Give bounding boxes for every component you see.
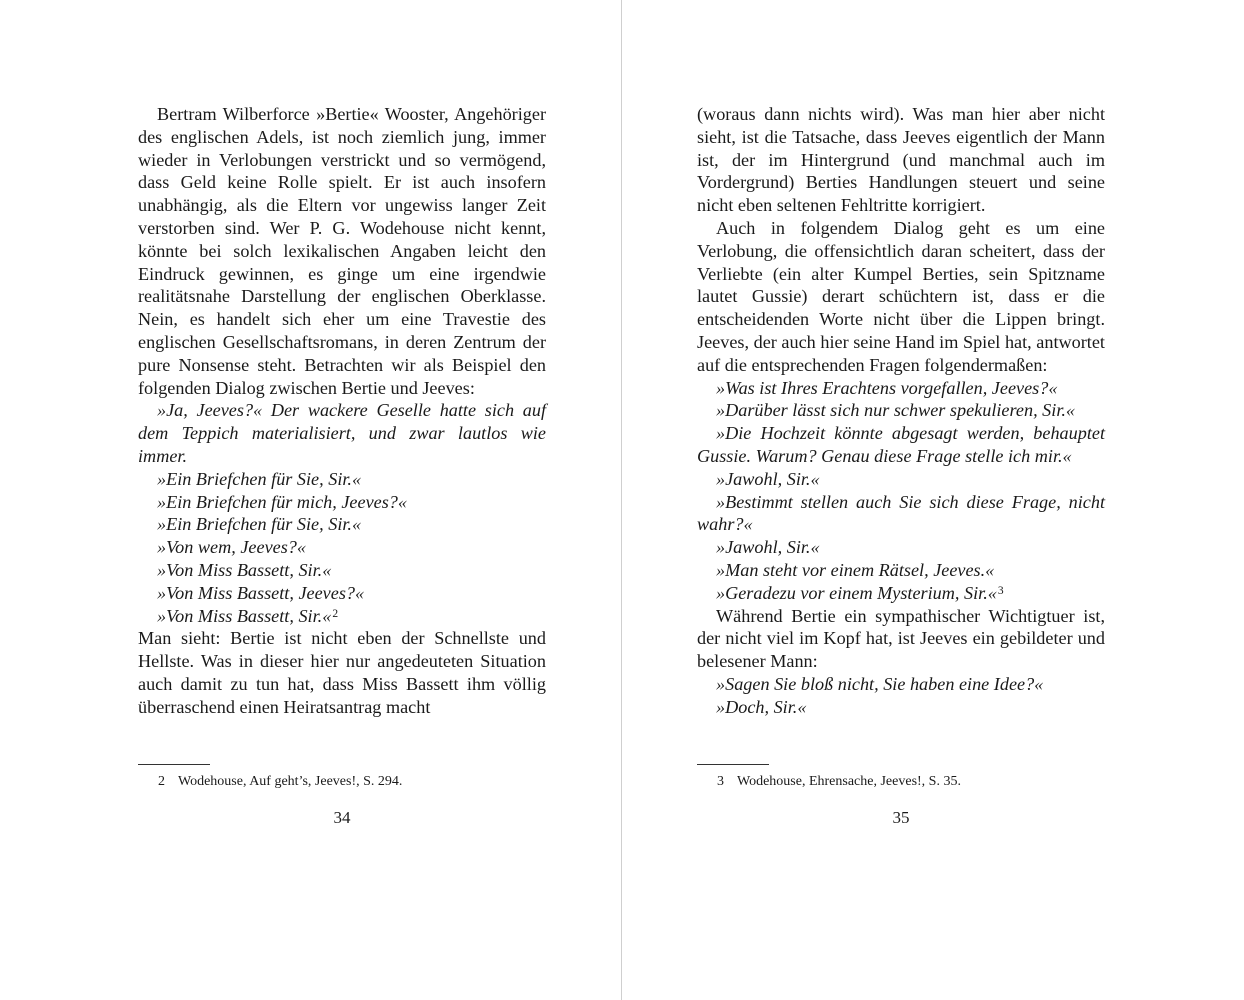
dialog-text: »Von Miss Bassett, Sir.«	[157, 605, 332, 626]
footnote	[158, 773, 548, 791]
dialog-line: »Ja, Jeeves?« Der wackere Geselle hatte sich auf dem Teppich materialisiert, und zwar lautlos wie immer.	[138, 400, 546, 466]
dialog-line: »Was ist Ihres Erachtens vorgefallen, Jeeves?«	[716, 377, 1058, 398]
dialog-line-with-footnote	[697, 582, 1105, 605]
footnote-text: Wodehouse, Ehrensache, Jeeves!, S. 35.	[737, 774, 961, 789]
page-number: 35	[892, 808, 910, 827]
intro-paragraph: Bertram Wilberforce »Bertie« Wooster, Angehöriger des englischen Adels, ist noch ziemlich jung, immer wieder in Verlobungen verstrickt und so vermögend, dass Geld keine Rolle spielt. Er ist auch insofern unabhängig, als die Eltern vor ungewiss langer Zeit verstorben sind. Wer P. G. Wodehouse nicht kennt, könnte bei solch lexikalischen Angaben leicht den Eindruck gewinnen, es ginge um eine irgendwie realitätsnahe Darstellung der englischen Oberklasse. Nein, es handelt sich eher um eine Travestie des englischen Gesellschaftsromans, in deren Zentrum der pure Nonsense steht. Betrachten wir als Beispiel den folgenden Dialog zwischen Bertie und Jeeves:	[138, 104, 546, 398]
footnote-text: Wodehouse, Auf geht’s, Jeeves!, S. 294.	[178, 774, 403, 789]
closing-paragraph: Man sieht: Bertie ist nicht eben der Schnellste und Hellste. Was in dieser hier nur angedeuteten Situation auch damit zu tun hat, dass Miss Bassett ihm völlig überraschend einen Heiratsantrag macht	[138, 628, 546, 717]
footnote-reference[interactable]: 3	[997, 584, 1004, 597]
dialog-line: »Sagen Sie bloß nicht, Sie haben eine Idee?«	[716, 673, 1044, 694]
dialog-line: »Von wem, Jeeves?«	[157, 537, 306, 558]
dialog-line: »Man steht vor einem Rätsel, Jeeves.«	[716, 559, 995, 580]
dialog-line-with-footnote	[138, 605, 546, 628]
page-number: 34	[333, 808, 351, 827]
body-paragraph: Während Bertie ein sympathischer Wichtigtuer ist, der nicht viel im Kopf hat, ist Jeeves ein gebildeter und belesener Mann:	[697, 605, 1105, 672]
footnote	[717, 773, 1107, 791]
dialog-line: »Jawohl, Sir.«	[716, 468, 820, 489]
dialog-line: »Die Hochzeit könnte abgesagt werden, behauptet Gussie. Warum? Genau diese Frage stelle ich mir.«	[697, 423, 1105, 466]
dialog-line: »Ein Briefchen für mich, Jeeves?«	[157, 491, 407, 512]
footnote-number: 3	[717, 774, 724, 789]
dialog-line: »Darüber lässt sich nur schwer spekulieren, Sir.«	[716, 400, 1076, 421]
footnote-number: 2	[158, 774, 165, 789]
footnote-rule	[138, 764, 210, 765]
body-paragraph: Auch in folgendem Dialog geht es um eine Verlobung, die offensichtlich daran scheitert, dass der Verliebte (ein alter Kumpel Berties, sein Spitzname lautet Gussie) derart schüchtern ist, dass er die entscheidenden Worte nicht über die Lippen bringt. Jeeves, der auch hier seine Hand im Spiel hat, antwortet auf die entsprechenden Fragen folgendermaßen:	[697, 217, 1105, 375]
footnote-rule	[697, 764, 769, 765]
left-page-body	[138, 103, 546, 719]
dialog-line: »Bestimmt stellen auch Sie sich diese Frage, nicht wahr?«	[697, 491, 1105, 535]
book-gutter	[621, 0, 622, 1000]
continuation-paragraph: (woraus dann nichts wird). Was man hier aber nicht sieht, ist die Tatsache, dass Jeeves eigentlich der Mann ist, der im Hintergrund (und manchmal auch im Vordergrund) Berties Handlungen steuert und seine nicht eben seltenen Fehltritte korrigiert.	[697, 104, 1105, 216]
dialog-line: »Ein Briefchen für Sie, Sir.«	[157, 468, 362, 489]
dialog-line: »Jawohl, Sir.«	[716, 537, 820, 558]
dialog-line: »Ein Briefchen für Sie, Sir.«	[157, 514, 362, 535]
left-page	[138, 103, 546, 827]
dialog-text: »Geradezu vor einem Mysterium, Sir.«	[716, 582, 997, 603]
dialog-line: »Doch, Sir.«	[716, 696, 807, 717]
dialog-line: »Von Miss Bassett, Jeeves?«	[157, 582, 365, 603]
right-page-body	[697, 103, 1105, 719]
dialog-line: »Von Miss Bassett, Sir.«	[157, 559, 332, 580]
right-page	[697, 103, 1105, 827]
footnote-reference[interactable]: 2	[332, 607, 339, 620]
